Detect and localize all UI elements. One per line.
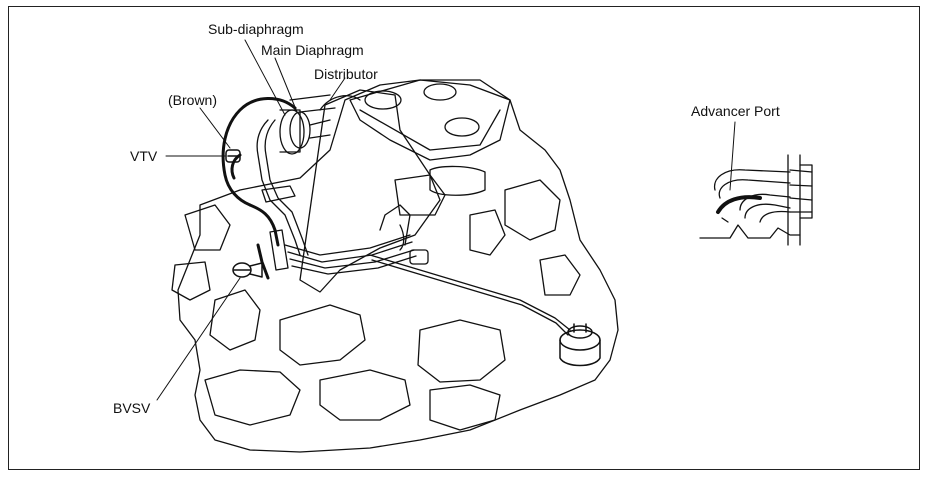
label-main-diaphragm: Main Diaphragm	[261, 42, 364, 58]
leader-main-diaphragm	[275, 58, 297, 112]
label-sub-diaphragm: Sub-diaphragm	[208, 21, 304, 37]
vacuum-hoses	[223, 98, 295, 278]
vacuum-advancer	[280, 110, 330, 154]
bvsv-valve	[233, 263, 262, 277]
leader-brown	[200, 108, 230, 148]
vacuum-fitting	[560, 324, 600, 366]
leader-advancer-port	[730, 122, 735, 190]
label-brown: (Brown)	[168, 92, 218, 108]
leader-lines	[157, 40, 735, 400]
advancer-port-inset	[700, 155, 812, 245]
engine-block	[172, 80, 618, 452]
label-bvsv: BVSV	[113, 400, 151, 416]
label-advancer-port: Advancer Port	[691, 103, 780, 119]
label-vtv: VTV	[130, 148, 158, 164]
label-distributor: Distributor	[314, 66, 378, 82]
